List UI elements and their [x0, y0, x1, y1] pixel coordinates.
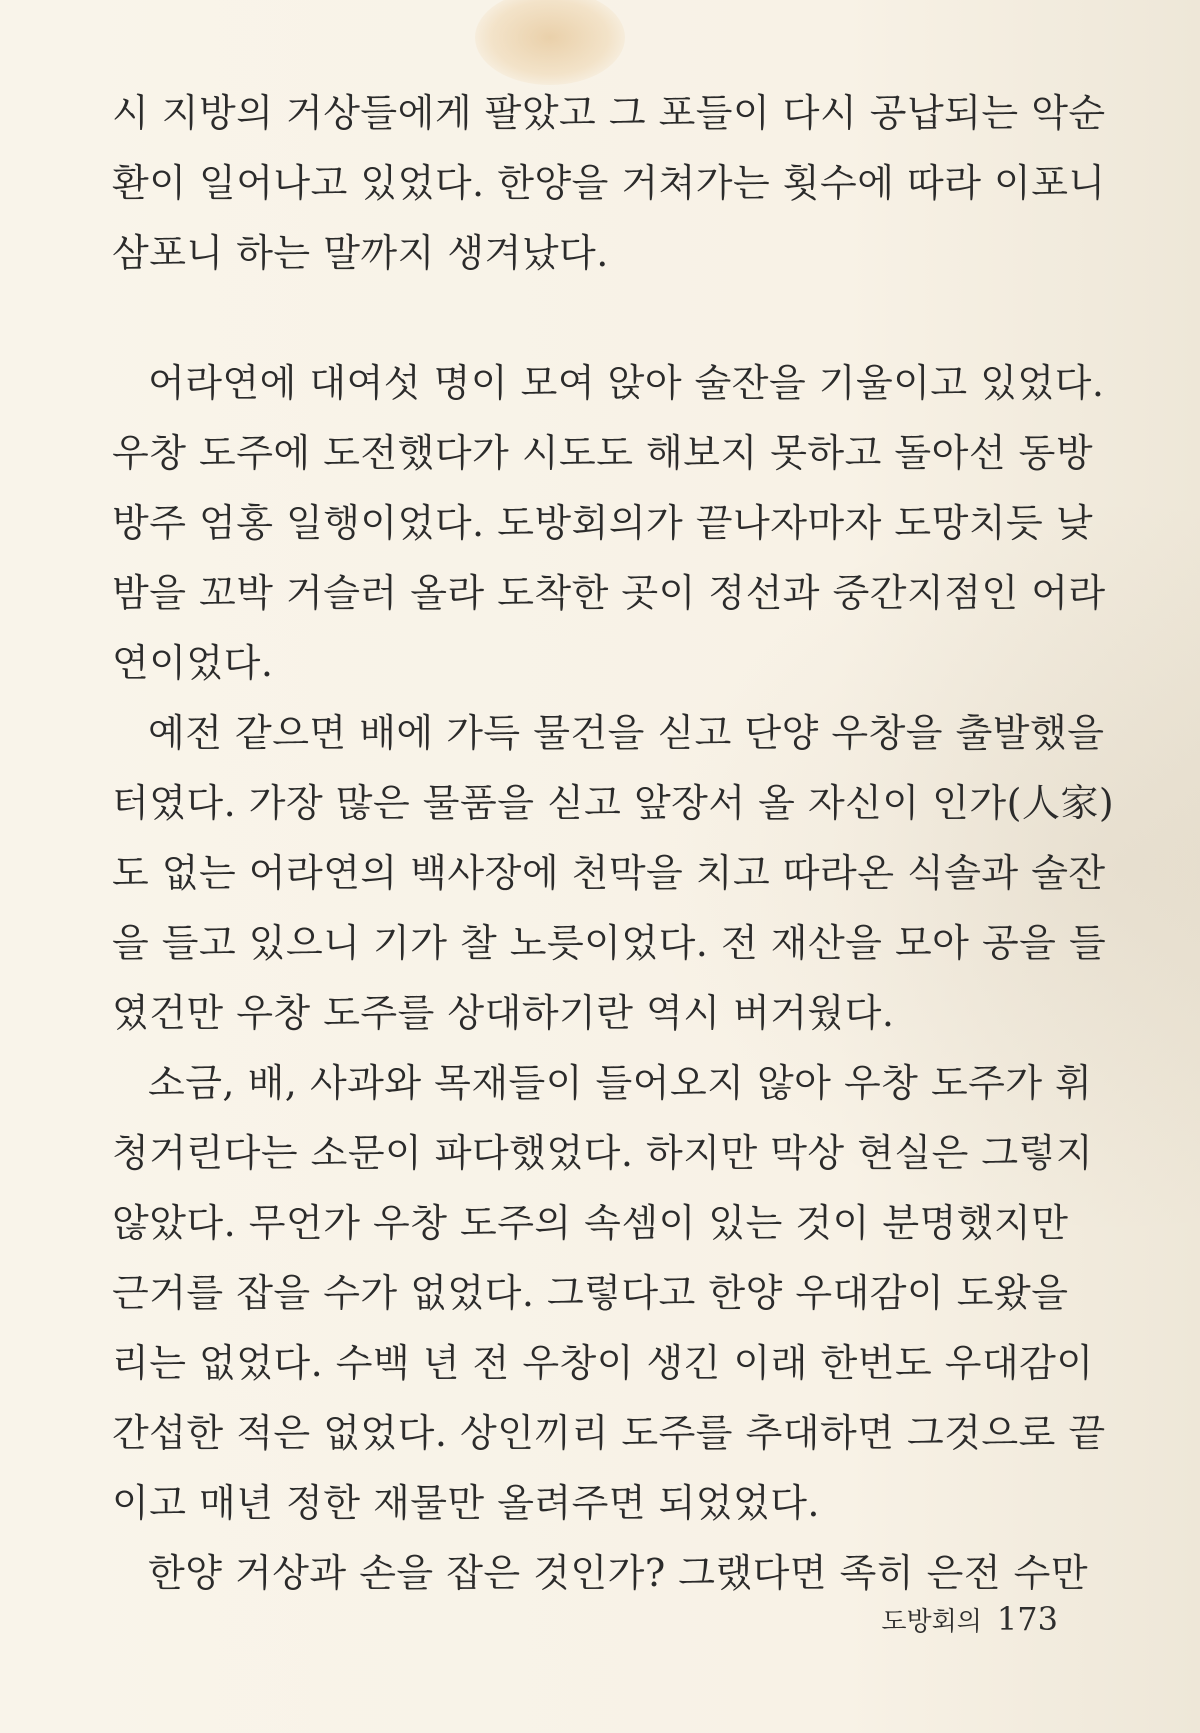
text-line: 어라연에 대여섯 명이 모여 앉아 술잔을 기울이고 있었다.: [148, 361, 1105, 405]
text-line: 우창 도주에 도전했다가 시도도 해보지 못하고 돌아선 동방: [112, 431, 1094, 475]
text-line: 도 없는 어라연의 백사장에 천막을 치고 따라온 식솔과 술잔: [112, 851, 1106, 895]
coffee-stain: [475, 0, 625, 85]
text-line: 리는 없었다. 수백 년 전 우창이 생긴 이래 한번도 우대감이: [112, 1341, 1094, 1385]
text-line: 환이 일어나고 있었다. 한양을 거쳐가는 횟수에 따라 이포니: [112, 161, 1106, 205]
text-line: 터였다. 가장 많은 물품을 싣고 앞장서 올 자신이 인가(人家): [112, 781, 1115, 825]
text-line: 근거를 잡을 수가 없었다. 그렇다고 한양 우대감이 도왔을: [112, 1271, 1069, 1315]
text-line: 이고 매년 정한 재물만 올려주면 되었었다.: [112, 1481, 821, 1525]
body-text: [112, 78, 1115, 1608]
text-line: 밤을 꼬박 거슬러 올라 도착한 곳이 정선과 중간지점인 어라: [112, 571, 1106, 615]
text-line: 간섭한 적은 없었다. 상인끼리 도주를 추대하면 그것으로 끝: [112, 1411, 1106, 1455]
text-line: 소금, 배, 사과와 목재들이 들어오지 않아 우창 도주가 휘: [148, 1061, 1093, 1105]
page-footer: [881, 1600, 1058, 1638]
text-line: 않았다. 무언가 우창 도주의 속셈이 있는 것이 분명했지만: [112, 1201, 1069, 1245]
text-line: 을 들고 있으니 기가 찰 노릇이었다. 전 재산을 모아 공을 들: [112, 921, 1107, 965]
text-line: 예전 같으면 배에 가득 물건을 싣고 단양 우창을 출발했을: [148, 711, 1105, 755]
text-line: 청거린다는 소문이 파다했었다. 하지만 막상 현실은 그렇지: [112, 1131, 1094, 1175]
text-line: 방주 엄홍 일행이었다. 도방회의가 끝나자마자 도망치듯 낮: [112, 501, 1094, 545]
paragraph-gap: [112, 288, 1054, 348]
text-line: 였건만 우창 도주를 상대하기란 역시 버거웠다.: [112, 991, 895, 1035]
text-line: 연이었다.: [112, 641, 274, 685]
text-line: 시 지방의 거상들에게 팔았고 그 포들이 다시 공납되는 악순: [112, 91, 1106, 135]
text-line: 삼포니 하는 말까지 생겨났다.: [112, 231, 609, 275]
page-number: 173: [996, 1600, 1058, 1638]
text-line: 한양 거상과 손을 잡은 것인가? 그랬다면 족히 은전 수만: [148, 1551, 1089, 1595]
chapter-title: 도방회의: [881, 1607, 982, 1637]
